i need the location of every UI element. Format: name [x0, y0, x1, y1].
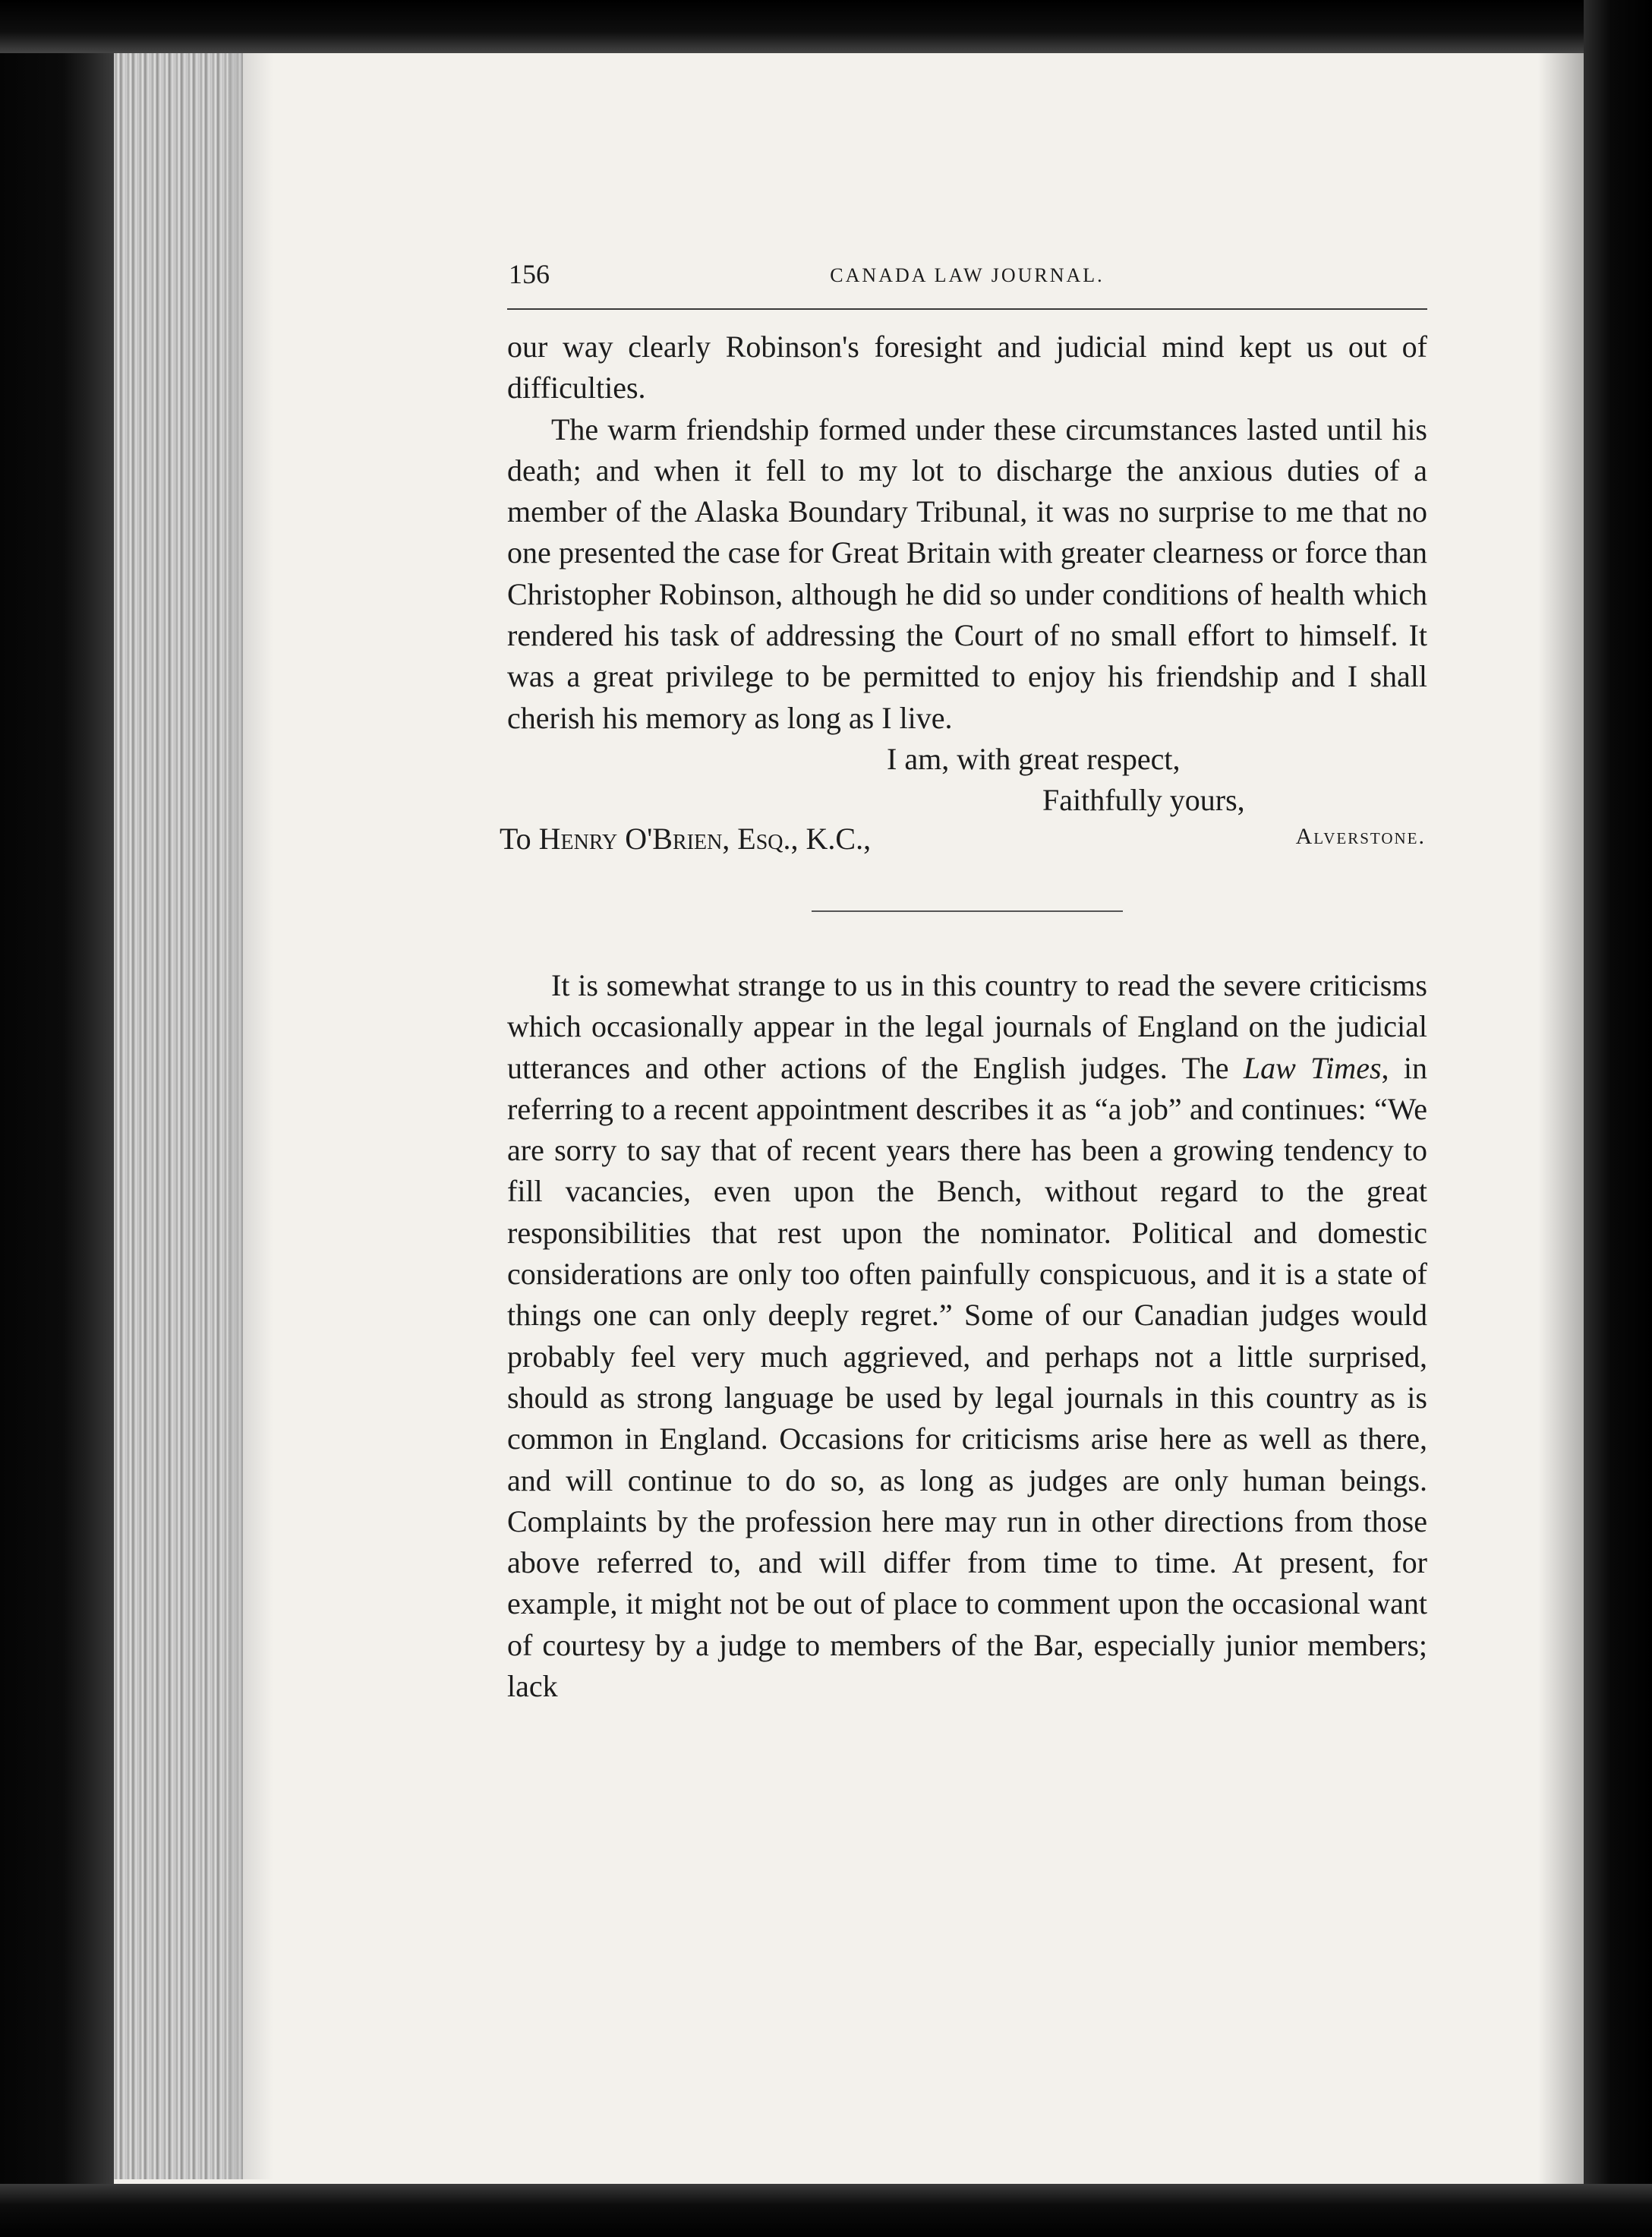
page-edge-shadow: [1538, 53, 1584, 2184]
journal-page: [500, 258, 1427, 1707]
scan-border-bottom: [0, 2184, 1652, 2237]
scan-border-right: [1584, 0, 1652, 2237]
scan-border-top: [0, 0, 1652, 53]
addressee-suffix: , K.C.,: [790, 821, 872, 856]
addressee: [500, 821, 871, 857]
signature: Alverstone.: [1295, 823, 1426, 849]
letter-paragraph-1: our way clearly Robinson's foresight and judicial mind kept us out of difficulties.: [507, 330, 1427, 405]
journal-title: Law Times: [1243, 1050, 1382, 1085]
article-text-part-1: It is somewhat strange to us in this country to read the severe criticisms which occasionally appear in the legal journals of England on the judicial utterances and other actions of the English judges. The: [507, 967, 1427, 1085]
binding-shadow: [228, 53, 273, 2179]
header-rule: [507, 308, 1427, 310]
running-head: CANADA LAW JOURNAL.: [830, 264, 1105, 286]
signature-row: [500, 821, 1427, 866]
addressee-name: Henry O'Brien, Esq.: [538, 821, 791, 856]
letter-closing: [507, 739, 1427, 821]
addressee-to: To: [500, 821, 539, 856]
book-binding-edge: [114, 53, 243, 2179]
article-paragraph: [507, 965, 1427, 1707]
closing-respect: I am, with great respect,: [887, 741, 1181, 776]
closing-faithfully: Faithfully yours,: [1042, 782, 1245, 817]
article-text-part-2: , in referring to a recent appointment describes it as “a job” and continues: “We are sorry to say that of recent years there has been a growing tendency to fill vacancies, even upon the Bench, without regard to the great responsibilities that rest upon the nominator. Political and domestic considerations are only too often painfully conspicuous, and it is a state of things one can only deeply regret.” Some of our Canadian judges would probably feel very much aggrieved, and perhaps not a little surprised, should as strong language be used by legal journals in this country as is common in England. Occasions for criticisms arise here as well as there, and will continue to do so, as long as judges are only human beings. Complaints by the profession here may run in other directions from those above referred to, and will differ from time to time. At present, for example, it might not be out of place to comment upon the occasional want of courtesy by a judge to members of the Bar, especially junior members; lack: [507, 1050, 1427, 1704]
section-divider: [812, 910, 1123, 912]
scan-border-left: [0, 0, 114, 2237]
letter-paragraph-2: The warm friendship formed under these circumstances lasted until his death; and when it fell to my lot to discharge the anxious duties of a member of the Alaska Boundary Tribunal, it was no surprise to me that no one presented the case for Great Britain with greater clearness or force than Christopher Robinson, although he did so under conditions of health which rendered his task of addressing the Court of no small effort to himself. It was a great privilege to be permitted to enjoy his friendship and I shall cherish his memory as long as I live.: [507, 412, 1427, 735]
page-header: [507, 258, 1427, 296]
page-number: 156: [509, 259, 550, 289]
